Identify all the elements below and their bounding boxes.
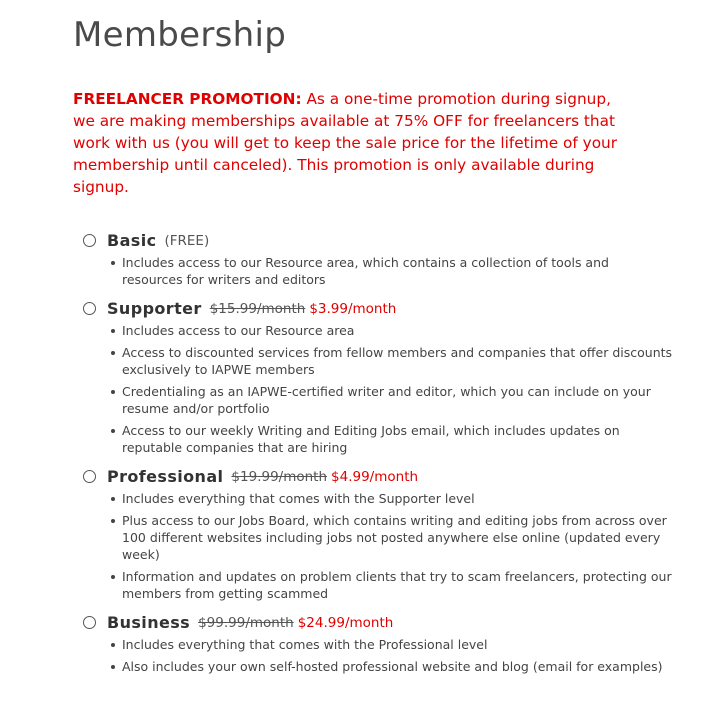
- page-title: Membership: [73, 15, 287, 55]
- feature-item: Includes access to our Resource area, which contains a collection of tools and resources for writers and editors: [122, 254, 673, 288]
- plan-basic-radio[interactable]: [83, 234, 96, 247]
- plan-basic: [73, 229, 673, 288]
- feature-item: Credentialing as an IAPWE-certified writer and editor, which you can include on your resume and/or portfolio: [122, 383, 673, 417]
- plan-sale-price: $3.99/month: [309, 301, 397, 317]
- plan-name[interactable]: Professional: [107, 467, 224, 486]
- promotion-text: As a one-time promotion during signup, we are making memberships available at 75% OFF for freelancers that work with us (you will get to keep the sale price for the lifetime of your membership until canceled). This promotion is only available during signup.: [73, 90, 618, 196]
- plan-name[interactable]: Business: [107, 613, 191, 632]
- feature-item: Access to our weekly Writing and Editing Jobs email, which includes updates on reputable companies that are hiring: [122, 422, 673, 456]
- plan-price-note: (FREE): [164, 233, 210, 249]
- feature-item: Includes access to our Resource area: [122, 322, 673, 339]
- plan-features: [107, 636, 673, 675]
- plan-features: [107, 322, 673, 456]
- plan-professional-radio[interactable]: [83, 470, 96, 483]
- plan-header[interactable]: [107, 297, 673, 321]
- feature-item: Information and updates on problem clients that try to scam freelancers, protecting our members from getting scammed: [122, 569, 672, 601]
- promotion-label: FREELANCER PROMOTION:: [73, 90, 302, 108]
- plan-sale-price: $24.99/month: [297, 615, 394, 631]
- plan-old-price: $15.99/month: [209, 301, 306, 317]
- membership-plan-list: [73, 229, 673, 675]
- membership-section: [73, 0, 673, 684]
- plan-supporter: [73, 297, 673, 456]
- plan-header[interactable]: [107, 465, 673, 489]
- plan-features: [107, 254, 673, 288]
- feature-item: Includes everything that comes with the Professional level: [122, 636, 673, 653]
- plan-sale-price: $4.99/month: [331, 469, 419, 485]
- plan-header[interactable]: [107, 229, 673, 253]
- plan-name[interactable]: Supporter: [107, 299, 202, 318]
- feature-item: Access to discounted services from fellow members and companies that offer discounts exclusively to IAPWE members: [122, 345, 673, 377]
- plan-name[interactable]: Basic: [107, 231, 157, 250]
- plan-old-price: $99.99/month: [198, 615, 294, 631]
- plan-business-radio[interactable]: [83, 616, 96, 629]
- plan-features: [107, 490, 673, 602]
- promotion-notice: [73, 88, 618, 198]
- plan-professional: [73, 465, 673, 602]
- plan-business: [73, 611, 673, 675]
- plan-header[interactable]: [107, 611, 673, 635]
- feature-item: Also includes your own self-hosted professional website and blog (email for examples): [122, 658, 673, 675]
- feature-item: Plus access to our Jobs Board, which contains writing and editing jobs from across over 100 different websites including jobs not posted anywhere else online (updated every week): [122, 512, 673, 563]
- plan-supporter-radio[interactable]: [83, 302, 96, 315]
- feature-item: Includes everything that comes with the Supporter level: [122, 490, 673, 507]
- plan-old-price: $19.99/month: [231, 469, 328, 485]
